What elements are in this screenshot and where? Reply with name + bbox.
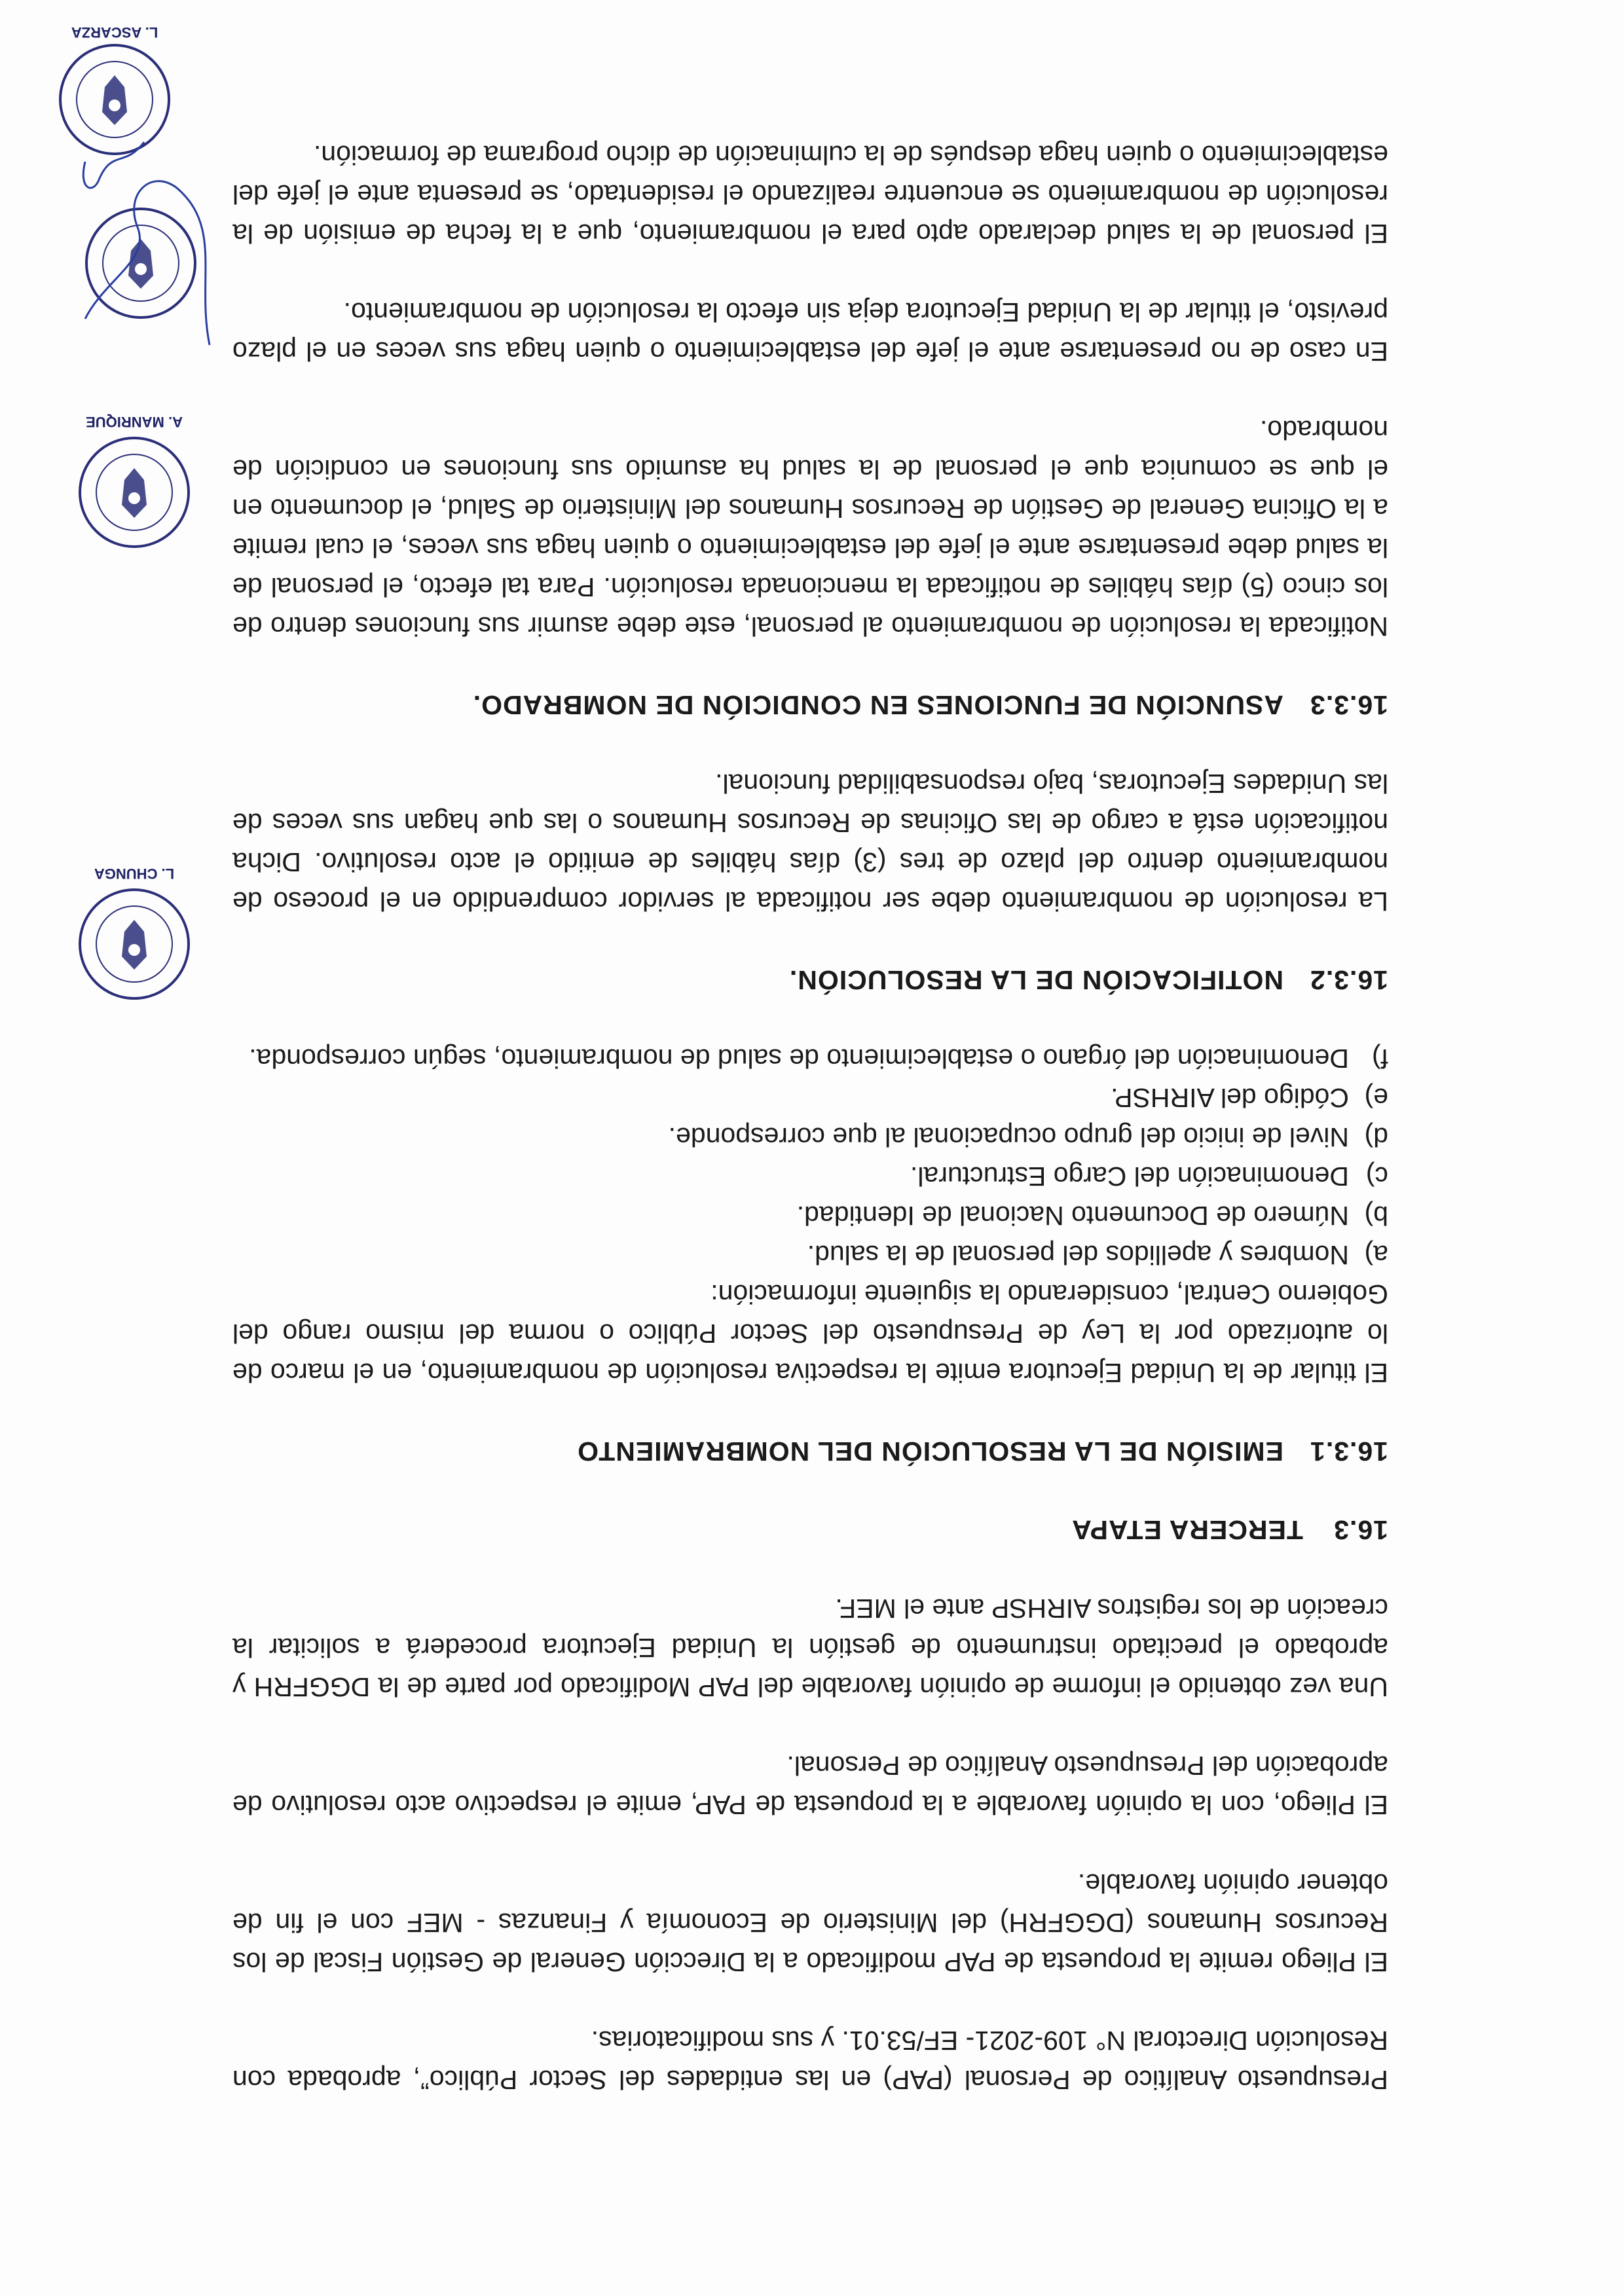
heading-number: 16.3.1 [1310, 1436, 1388, 1467]
list-item [232, 1078, 1388, 1118]
pliego-opinion-paragraph: El Pliego, con la opinión favorable a la propuesta de PAP, emite el respectivo acto resolutivo de aprobación del Presupuesto Analítico de Personal. [232, 1751, 1388, 1820]
list-item [232, 1196, 1388, 1235]
list-item-label: d) [1364, 1122, 1388, 1152]
pliego-remite-paragraph: El Pliego remite la propuesta de PAP modificado a la Dirección General de Gestión Fiscal de los Recursos Humanos (DGGFRH) del Ministerio de Economía y Finanzas - MEF con el fin de obtener opinión favorable. [232, 1868, 1388, 1977]
document-body [232, 96, 1388, 2100]
list-item [232, 1157, 1388, 1196]
list-item [232, 1039, 1388, 1078]
titular-paragraph: El titular de la Unidad Ejecutora emite la respectiva resolución de nombramiento, en el marco de lo autorizado por la Ley de Presupuesto del Sector Público o norma del mismo rango del Gobierno Central, considerando la siguiente información: [232, 1279, 1388, 1388]
list-item [232, 1235, 1388, 1275]
ministry-seal-stamp [79, 437, 190, 548]
heading-16-3-1 [232, 1432, 1388, 1471]
list-item-text: Nombres y apellidos del personal de la salud. [807, 1240, 1349, 1270]
list-item [232, 1118, 1388, 1157]
heading-16-3-3 [232, 685, 1388, 725]
notificacion-paragraph: La resolución de nombramiento debe ser notificada al servidor comprendido en el proceso de nombramiento dentro del plazo de tres (3) días hábiles de emitido el acto resolutivo. Dicha notificación está a cargo de las Oficinas de Recursos Humanos o las que hagan sus veces de las Unidades Ejecutoras, bajo responsabilidad funcional. [232, 769, 1388, 917]
caso-paragraph: En caso de no presentarse ante el jefe del establecimiento o quien haga sus veces en el plazo previsto, el titular de la Unidad Ejecutora deja sin efecto la resolución de nombramiento. [232, 297, 1388, 367]
heading-number: 16.3 [1333, 1515, 1388, 1545]
list-item-label: c) [1365, 1161, 1388, 1192]
heading-title: EMISIÓN DE LA RESOLUCIÓN DEL NOMBRAMIENTO [577, 1436, 1283, 1467]
notificada-paragraph: Notificada la resolución de nombramiento al personal, este debe asumir sus funciones dentro de los cinco (5) días hábiles de notificada la mencionada resolución. Para tal efecto, el personal de la salud debe presentarse ante el jefe del establecimiento o quien haga sus veces, el cual remite a la Oficina General de Gestión de Recursos Humanos del Ministerio de Salud, el documento en el que se comunica que el personal de la salud ha asumido sus funciones en condición de nombrado. [232, 415, 1388, 642]
information-list [232, 1039, 1388, 1275]
intro-paragraph: Presupuesto Analítico de Personal (PAP) en las entidades del Sector Público”, aprobada con Resolución Directoral N° 109-2021- EF/53.01. y sus modificatorias. [232, 2026, 1388, 2095]
ministry-seal-stamp [79, 888, 190, 1000]
list-item-text: Nivel de inicio del grupo ocupacional al que corresponde. [668, 1122, 1349, 1152]
heading-title: NOTIFICACIÓN DE LA RESOLUCIÓN. [788, 965, 1283, 995]
list-item-text: Código del AIRHSP. [1111, 1083, 1349, 1113]
stamp-caption: L. ASCARZA [71, 24, 158, 41]
personal-paragraph: El personal de la salud declarado apto para el nombramiento, que a la fecha de emisión de la resolución de nombramiento se encuentre realizando el residentado, se presenta ante el jefe del establecimiento o quien haga después de la culminación de dicho programa de formación. [232, 140, 1388, 249]
heading-title: TERCERA ETAPA [1071, 1515, 1303, 1545]
list-item-text: Denominación del órgano o establecimiento de salud de nombramiento, según corresponda. [249, 1044, 1349, 1074]
list-item-text: Denominación del Cargo Estructural. [910, 1161, 1349, 1192]
list-item-label: a) [1364, 1240, 1388, 1270]
list-item-label: e) [1364, 1083, 1388, 1113]
heading-16-3-2 [232, 960, 1388, 1000]
handwritten-initials [72, 129, 151, 208]
una-vez-paragraph: Una vez obtenido el informe de opinión favorable del PAP Modificado por parte de la DGGFRH y aprobado el precitado instrumento de gestión la Unidad Ejecutora procederá a solicitar la creación de los registros AIRHSP ante el MEF. [232, 1594, 1388, 1702]
list-item-label: b) [1364, 1201, 1388, 1231]
list-item-text: Número de Documento Nacional de Identidad. [796, 1201, 1349, 1231]
heading-title: ASUNCIÓN DE FUNCIONES EN CONDICIÓN DE NOMBRADO. [472, 690, 1283, 720]
list-item-label: f) [1371, 1044, 1388, 1074]
heading-number: 16.3.2 [1310, 965, 1388, 995]
stamp-caption: A. MANRIQUE [86, 414, 183, 430]
heading-number: 16.3.3 [1310, 690, 1388, 720]
heading-16-3 [232, 1510, 1388, 1550]
stamp-caption: L. CHUNGA [94, 866, 175, 882]
